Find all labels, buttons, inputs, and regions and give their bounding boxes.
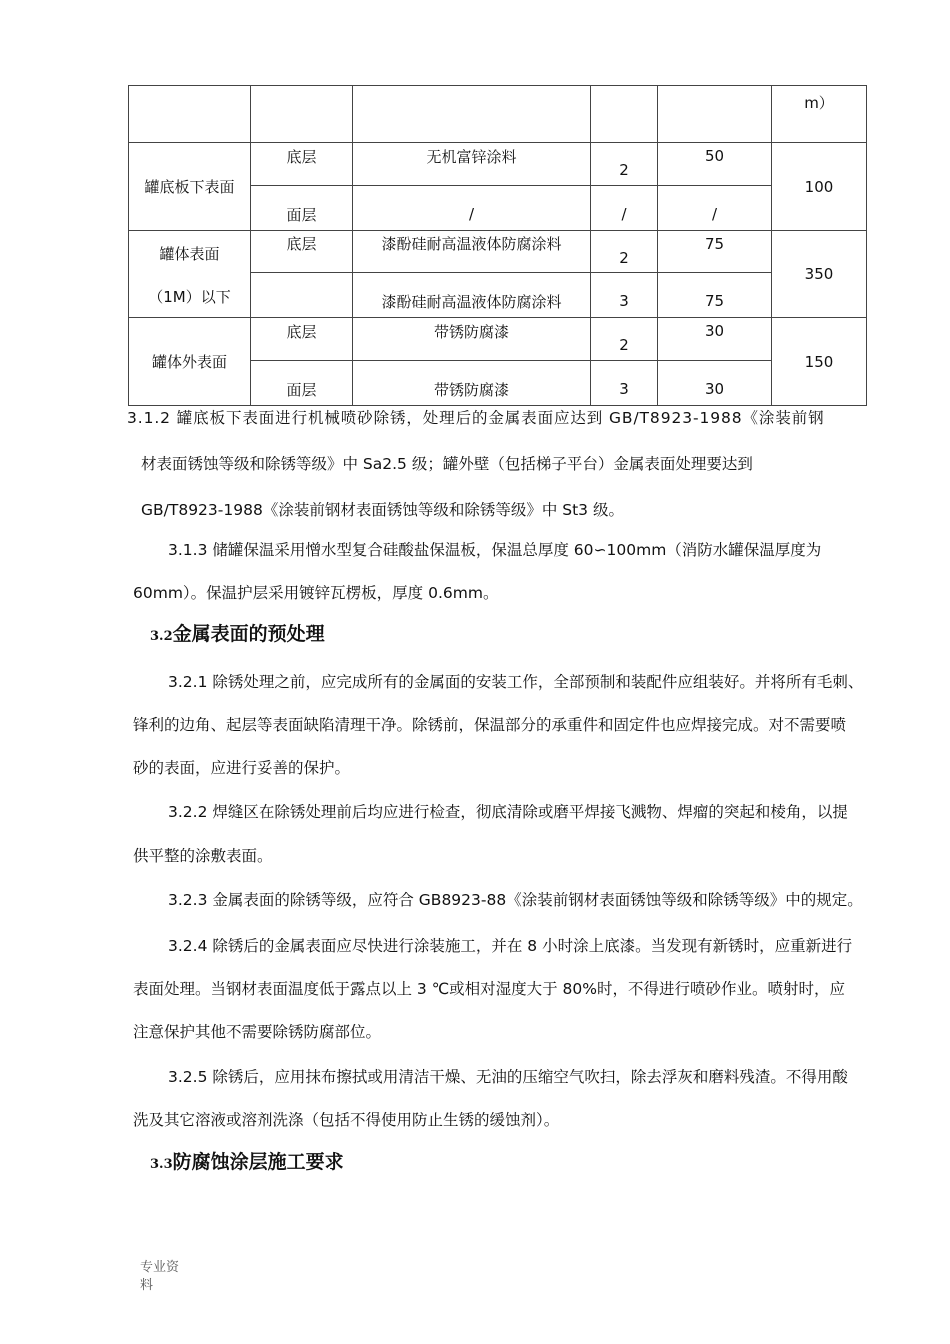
layer-cell: 底层 xyxy=(251,318,353,361)
para-3-2-1-line-1: 3.2.1 除锈处理之前，应完成所有的金属面的安装工作，全部预制和装配件应组装好。并将所有毛刺、 xyxy=(168,673,864,691)
para-3-2-5-line-2: 洗及其它溶液或溶剂洗涤（包括不得使用防止生锈的缓蚀剂）。 xyxy=(133,1111,560,1129)
layer-cell: 底层 xyxy=(251,231,353,273)
para-3-2-3-line-1: 3.2.3 金属表面的除锈等级，应符合 GB8923-88《涂装前钢材表面锈蚀等级和除锈等级》中的规定。 xyxy=(168,891,863,909)
passes-cell: 2 xyxy=(591,143,658,186)
coating-cell: 漆酚硅耐高温液体防腐涂料 xyxy=(353,231,591,273)
table-row xyxy=(129,318,867,361)
section-heading-3-3: 3.3防腐蚀涂层施工要求 xyxy=(150,1151,344,1173)
part-cell: 罐体外表面 xyxy=(129,318,251,406)
passes-cell: 2 xyxy=(591,231,658,273)
coating-cell: 带锈防腐漆 xyxy=(353,361,591,406)
coating-cell: 无机富锌涂料 xyxy=(353,143,591,186)
thickness-cell: 30 xyxy=(658,361,772,406)
para-3-2-1-line-3: 砂的表面，应进行妥善的保护。 xyxy=(133,759,351,777)
part-cell: 罐体表面 （1M）以下 xyxy=(129,231,251,318)
para-3-1-2-line-3: GB/T8923-1988《涂装前钢材表面锈蚀等级和除锈等级》中 St3 级。 xyxy=(141,501,624,519)
passes-cell: 3 xyxy=(591,273,658,318)
coating-cell: 漆酚硅耐高温液体防腐涂料 xyxy=(353,273,591,318)
coating-spec-table xyxy=(128,85,867,406)
thickness-cell: 75 xyxy=(658,273,772,318)
passes-cell: / xyxy=(591,186,658,231)
footer-watermark: 专业资 料 xyxy=(140,1260,180,1293)
para-3-1-3-line-1: 3.1.3 储罐保温采用憎水型复合硅酸盐保温板，保温总厚度 60∽100mm（消防水罐保温厚度为 xyxy=(168,541,822,559)
para-3-2-4-line-2: 表面处理。当钢材表面温度低于露点以上 3 ℃或相对湿度大于 80%时，不得进行喷砂作业。喷射时，应 xyxy=(133,980,846,998)
para-3-2-4-line-3: 注意保护其他不需要除锈防腐部位。 xyxy=(133,1023,382,1041)
passes-cell: 3 xyxy=(591,361,658,406)
thickness-cell: / xyxy=(658,186,772,231)
thickness-cell: 30 xyxy=(658,318,772,361)
part-cell: 罐底板下表面 xyxy=(129,143,251,231)
section-heading-3-2: 3.2金属表面的预处理 xyxy=(150,623,325,645)
total-cell: 350 xyxy=(772,231,867,318)
para-3-1-3-line-2: 60mm）。保温护层采用镀锌瓦楞板，厚度 0.6mm。 xyxy=(133,584,499,602)
para-3-2-1-line-2: 锋利的边角、起层等表面缺陷清理干净。除锈前，保温部分的承重件和固定件也应焊接完成。对不需要喷 xyxy=(133,716,847,734)
layer-cell: 底层 xyxy=(251,143,353,186)
coating-cell: / xyxy=(353,186,591,231)
para-3-2-2-line-1: 3.2.2 焊缝区在除锈处理前后均应进行检查，彻底清除或磨平焊接飞溅物、焊瘤的突起和棱角，以提 xyxy=(168,803,848,821)
table-header-row xyxy=(129,86,867,143)
para-3-2-4-line-1: 3.2.4 除锈后的金属表面应尽快进行涂装施工，并在 8 小时涂上底漆。当发现有新锈时，应重新进行 xyxy=(168,937,853,955)
layer-cell xyxy=(251,273,353,318)
header-unit-tail: m） xyxy=(772,86,867,143)
coating-cell: 带锈防腐漆 xyxy=(353,318,591,361)
table-row xyxy=(129,231,867,273)
total-cell: 150 xyxy=(772,318,867,406)
layer-cell: 面层 xyxy=(251,361,353,406)
para-3-2-2-line-2: 供平整的涂敷表面。 xyxy=(133,847,273,865)
total-cell: 100 xyxy=(772,143,867,231)
thickness-cell: 75 xyxy=(658,231,772,273)
thickness-cell: 50 xyxy=(658,143,772,186)
layer-cell: 面层 xyxy=(251,186,353,231)
para-3-2-5-line-1: 3.2.5 除锈后，应用抹布擦拭或用清洁干燥、无油的压缩空气吹扫，除去浮灰和磨料残渣。不得用酸 xyxy=(168,1068,848,1086)
table-row xyxy=(129,143,867,186)
passes-cell: 2 xyxy=(591,318,658,361)
para-3-1-2-line-2: 材表面锈蚀等级和除锈等级》中 Sa2.5 级；罐外壁（包括梯子平台）金属表面处理要达到 xyxy=(141,455,753,473)
para-3-1-2-line-1: 3.1.2 罐底板下表面进行机械喷砂除锈，处理后的金属表面应达到 GB/T8923-1988《涂装前钢 xyxy=(127,409,825,427)
